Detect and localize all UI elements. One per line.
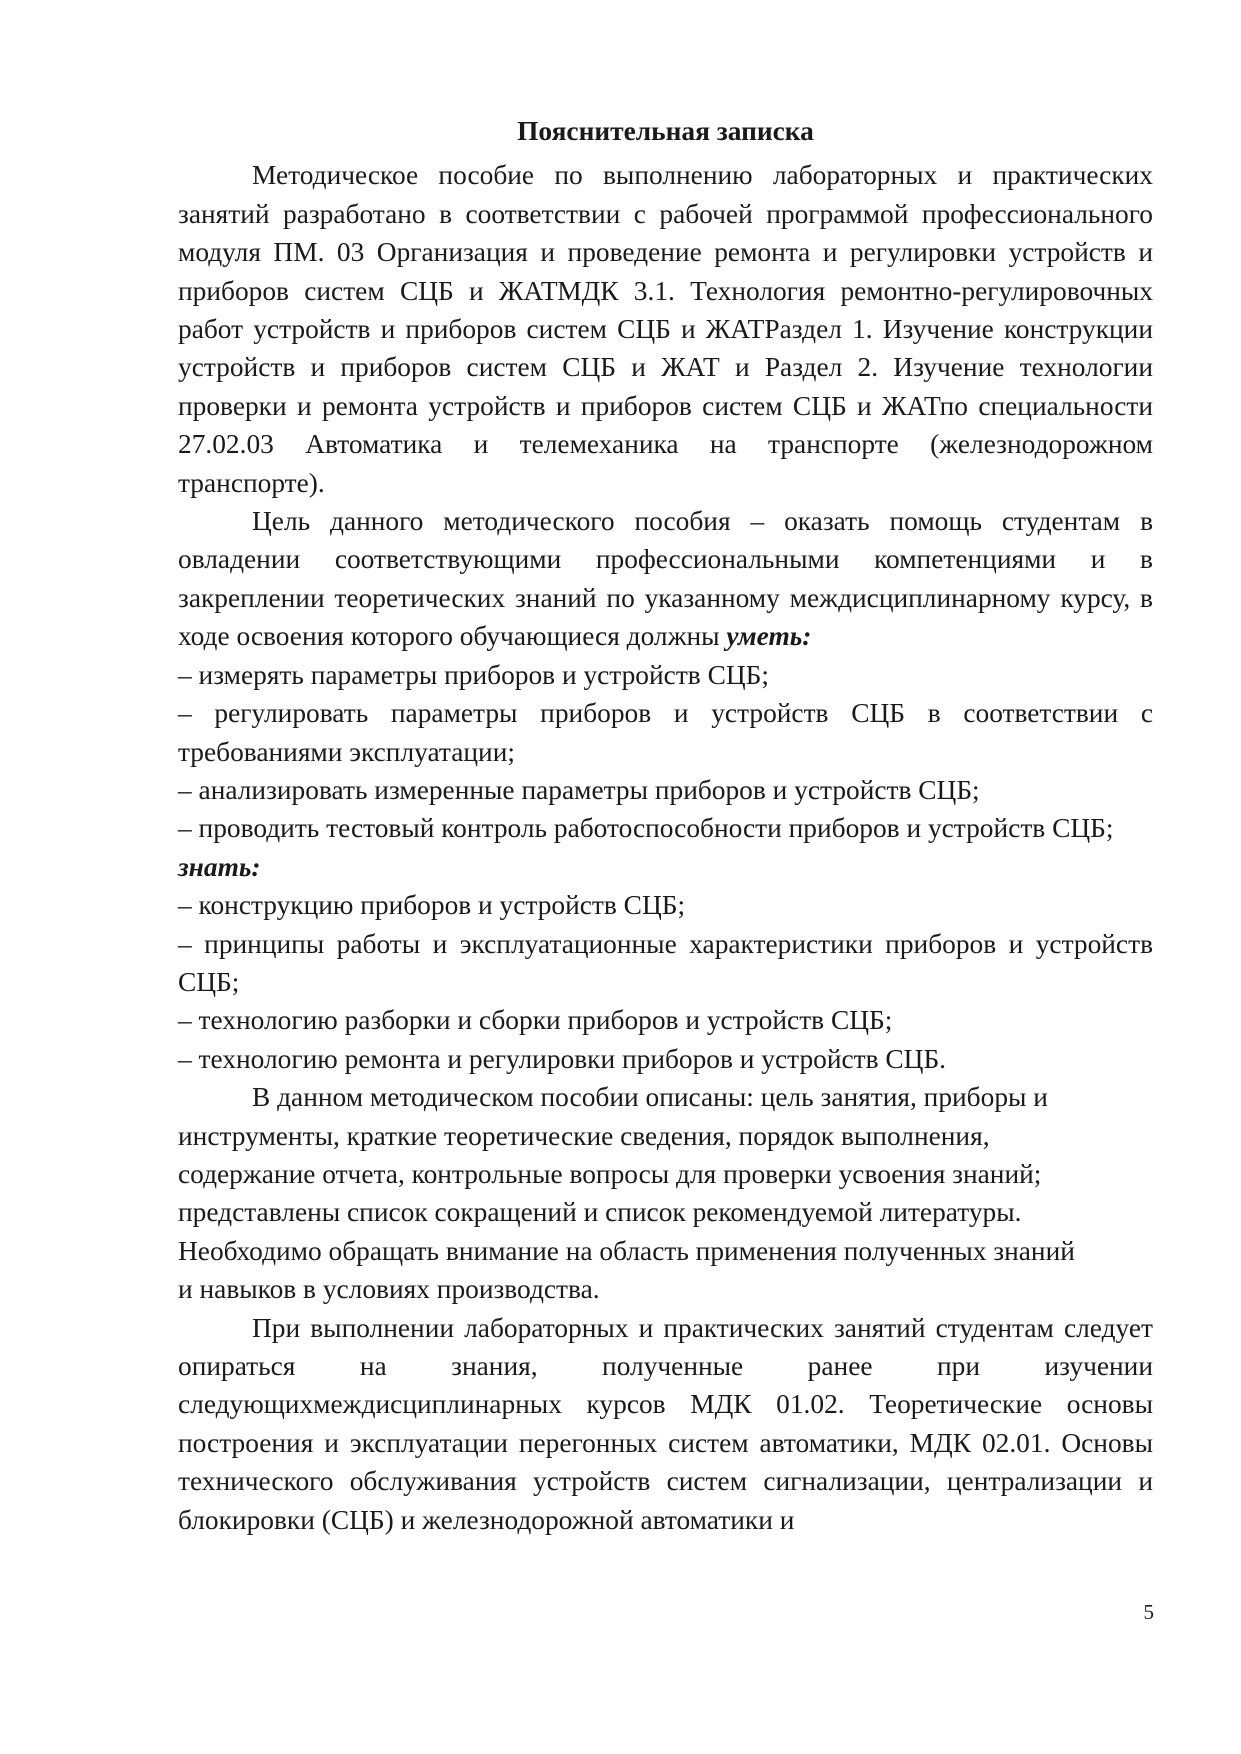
umet-item: – проводить тестовый контроль работоспособности приборов и устройств СЦБ;: [178, 813, 1114, 844]
znat-item: – технологию разборки и сборки приборов и устройств СЦБ;: [178, 1005, 893, 1036]
contents-line: содержание отчета, контрольные вопросы для проверки усвоения знаний;: [178, 1158, 1042, 1189]
umet-item: – анализировать измеренные параметры приборов и устройств СЦБ;: [178, 774, 980, 805]
document-title: Пояснительная записка: [517, 116, 814, 146]
intro-paragraph: Методическое пособие по выполнению лабораторных и практических занятий разработано в соответствии с рабочей программой профессионального модуля ПМ. 03 Организация и проведение ремонта и регулировки устройств и приборов систем СЦБ и ЖАТМДК 3.1. Технология ремонтно-регулировочных работ устройств и приборов систем СЦБ и ЖАТРаздел 1. Изучение конструкции устройств и приборов систем СЦБ и ЖАТ и Раздел 2. Изучение технологии проверки и ремонта устройств и приборов систем СЦБ и ЖАТпо специальности 27.02.03 Автоматика и телемеханика на транспорте (железнодорожном транспорте).: [178, 160, 1153, 498]
umet-item: – регулировать параметры приборов и устройств СЦБ в соответствии с требованиями эксплуатации;: [178, 698, 1153, 767]
contents-line: инструменты, краткие теоретические сведения, порядок выполнения,: [178, 1120, 990, 1151]
contents-paragraph: [178, 1078, 1153, 1308]
umet-label: уметь:: [726, 621, 812, 652]
goal-text: Цель данного методического пособия – оказать помощь студентам в овладении соответствующими профессиональными компетенциями и в закреплении теоретических знаний по указанному междисциплинарному курсу, в ходе освоения которого обучающиеся должны: [178, 506, 1153, 652]
page-number: 5: [1143, 1600, 1154, 1624]
contents-line: В данном методическом пособии описаны: цель занятия, приборы и: [252, 1082, 1048, 1113]
znat-item: – технологию ремонта и регулировки приборов и устройств СЦБ.: [178, 1043, 947, 1074]
final-paragraph: При выполнении лабораторных и практических занятий студентам следует опираться на знания, полученные ранее при изучении следующихмеждисциплинарных курсов МДК 01.02. Теоретические основы построения и эксплуатации перегонных систем автоматики, МДК 02.01. Основы технического обслуживания устройств систем сигнализации, централизации и блокировки (СЦБ) и железнодорожной автоматики и: [178, 1312, 1153, 1535]
znat-label: знать:: [178, 851, 261, 882]
znat-item: – принципы работы и эксплуатационные характеристики приборов и устройств СЦБ;: [178, 928, 1153, 997]
document-body: [178, 112, 1153, 1539]
umet-item: – измерять параметры приборов и устройств СЦБ;: [178, 659, 769, 690]
contents-line: представлены список сокращений и список рекомендуемой литературы.: [178, 1197, 1022, 1228]
goal-paragraph: [178, 502, 1153, 656]
znat-item: – конструкцию приборов и устройств СЦБ;: [178, 890, 686, 921]
contents-line: и навыков в условиях производства.: [178, 1274, 600, 1305]
contents-line: Необходимо обращать внимание на область применения полученных знаний: [178, 1235, 1075, 1266]
